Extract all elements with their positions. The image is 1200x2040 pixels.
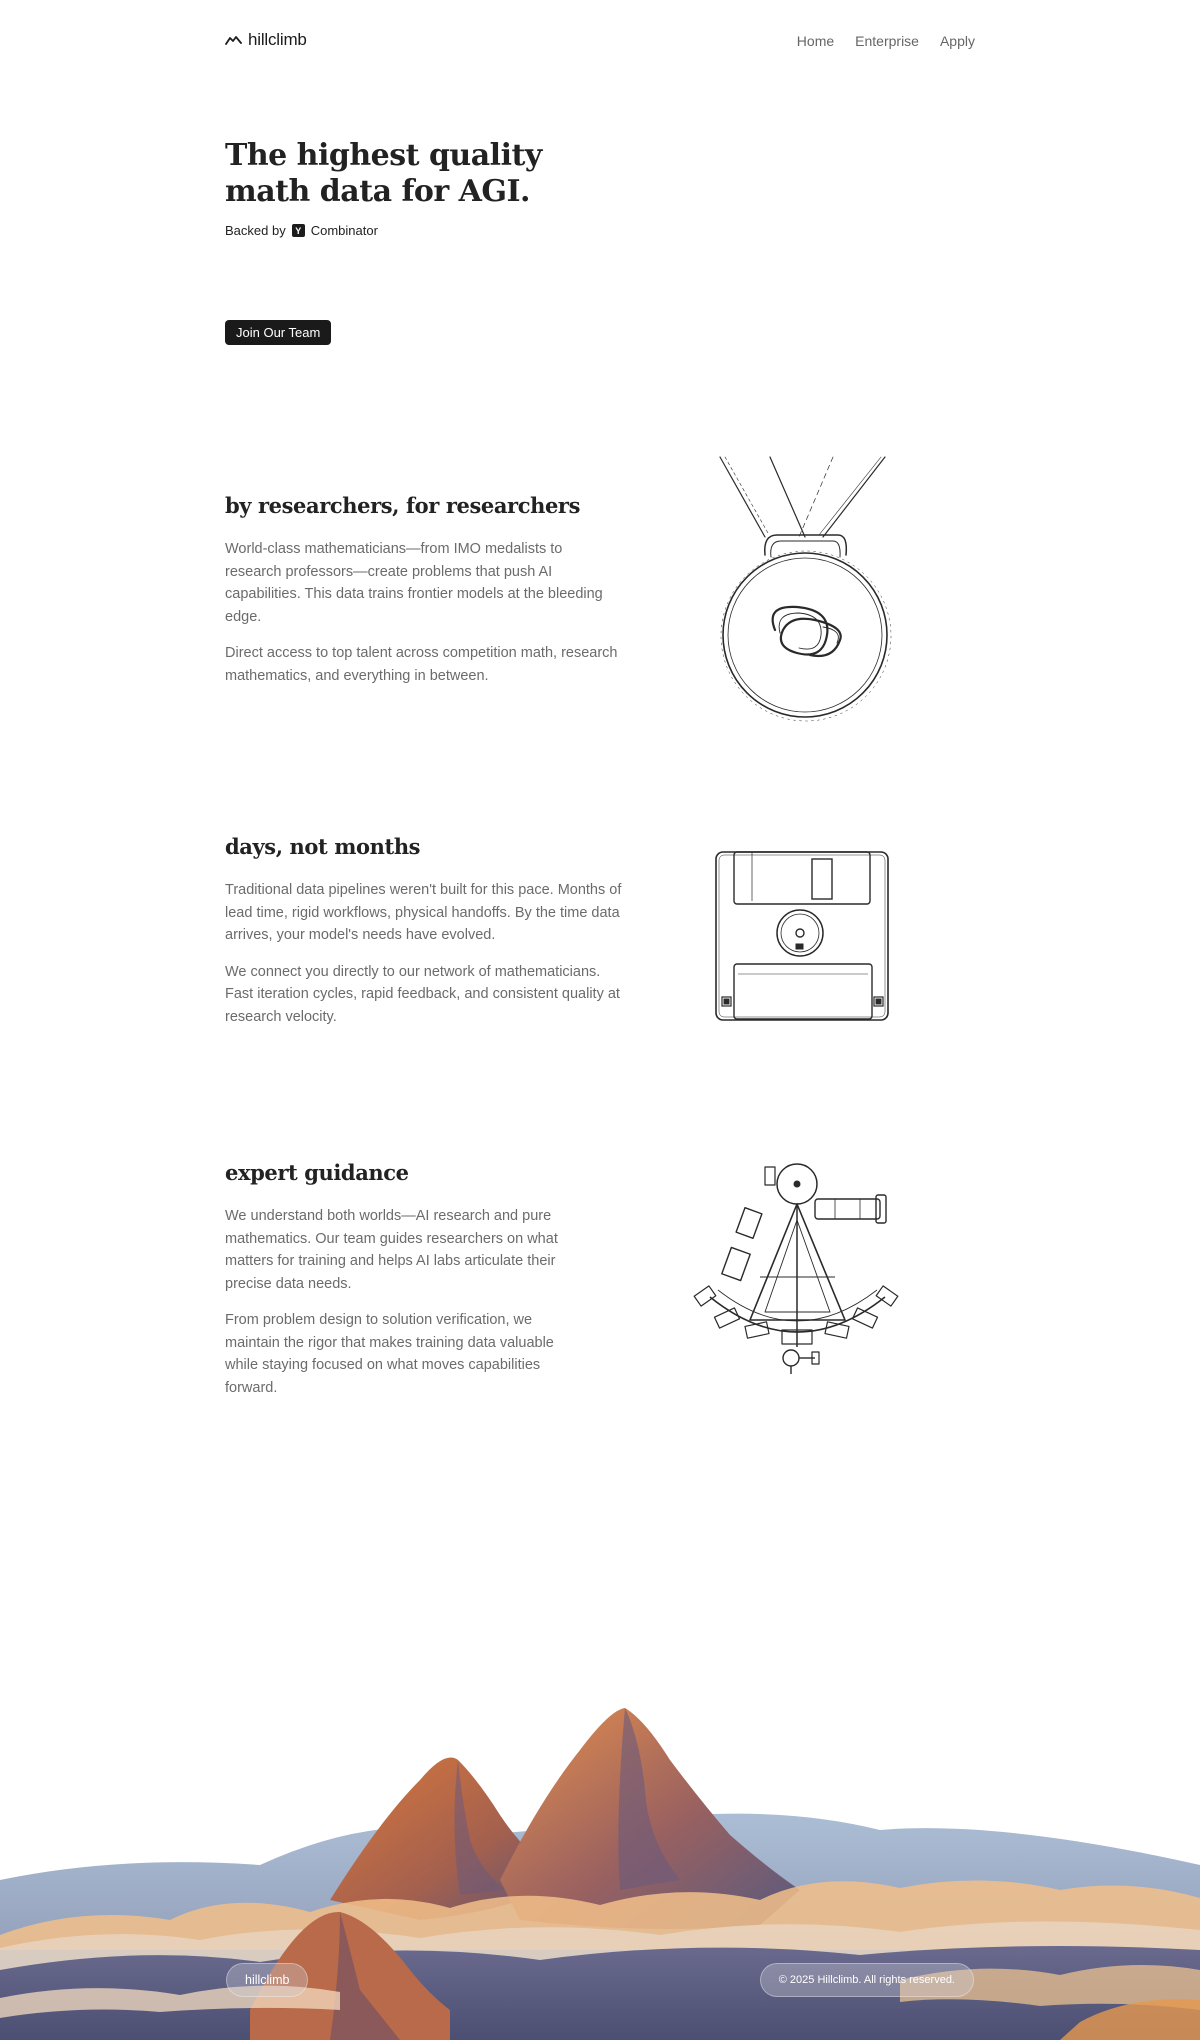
footer-brand: hillclimb <box>226 1963 308 1997</box>
main-nav <box>797 33 975 49</box>
section-title: days, not months <box>225 834 421 859</box>
backed-by <box>225 223 378 238</box>
backed-by-name: Combinator <box>310 223 378 238</box>
section-paragraph: Traditional data pipelines weren't built for this pace. Months of lead time, rigid workflows, physical handoffs. By the time data arrives, your model's needs have evolved. <box>225 882 622 943</box>
nav-link-apply[interactable]: Apply <box>939 33 975 49</box>
logo-text: hillclimb <box>248 30 307 49</box>
y-combinator-logo-icon: Y <box>292 224 305 237</box>
mountain-landscape <box>0 1650 1200 2040</box>
floppy-disk-icon <box>712 849 892 1024</box>
hero-title-line2: math data for AGI. <box>225 174 530 209</box>
mountain-logo-icon <box>225 33 243 47</box>
sextant-icon <box>690 1162 905 1377</box>
section-paragraph: Direct access to top talent across competition math, research mathematics, and everything in between. <box>225 645 618 684</box>
section-title: expert guidance <box>225 1160 409 1185</box>
hero-title-line1: The highest quality <box>225 138 542 173</box>
section-title: by researchers, for researchers <box>225 493 580 518</box>
nav-link-enterprise[interactable]: Enterprise <box>855 33 919 49</box>
backed-by-prefix: Backed by <box>225 223 286 238</box>
section-paragraph: From problem design to solution verification, we maintain the rigor that makes training data valuable while staying focused on what moves capabilities forward. <box>225 1312 554 1396</box>
join-our-team-button[interactable]: Join Our Team <box>225 320 331 345</box>
section-paragraph: We connect you directly to our network of mathematicians. Fast iteration cycles, rapid feedback, and consistent quality at research velocity. <box>225 963 620 1025</box>
nav-link-home[interactable]: Home <box>796 33 835 49</box>
logo-link[interactable] <box>225 30 307 50</box>
section-paragraph: World-class mathematicians—from IMO medalists to research professors—create problems that push AI capabilities. This data trains frontier models at the bleeding edge. <box>225 541 603 625</box>
hero-title <box>225 138 645 210</box>
site-header <box>225 28 975 58</box>
section-paragraph: We understand both worlds—AI research and pure mathematics. Our team guides researchers on what matters for training and helps AI labs articulate their precise data needs. <box>225 1208 558 1292</box>
footer-copyright: © 2025 Hillclimb. All rights reserved. <box>760 1963 974 1997</box>
medal-icon <box>705 455 895 725</box>
